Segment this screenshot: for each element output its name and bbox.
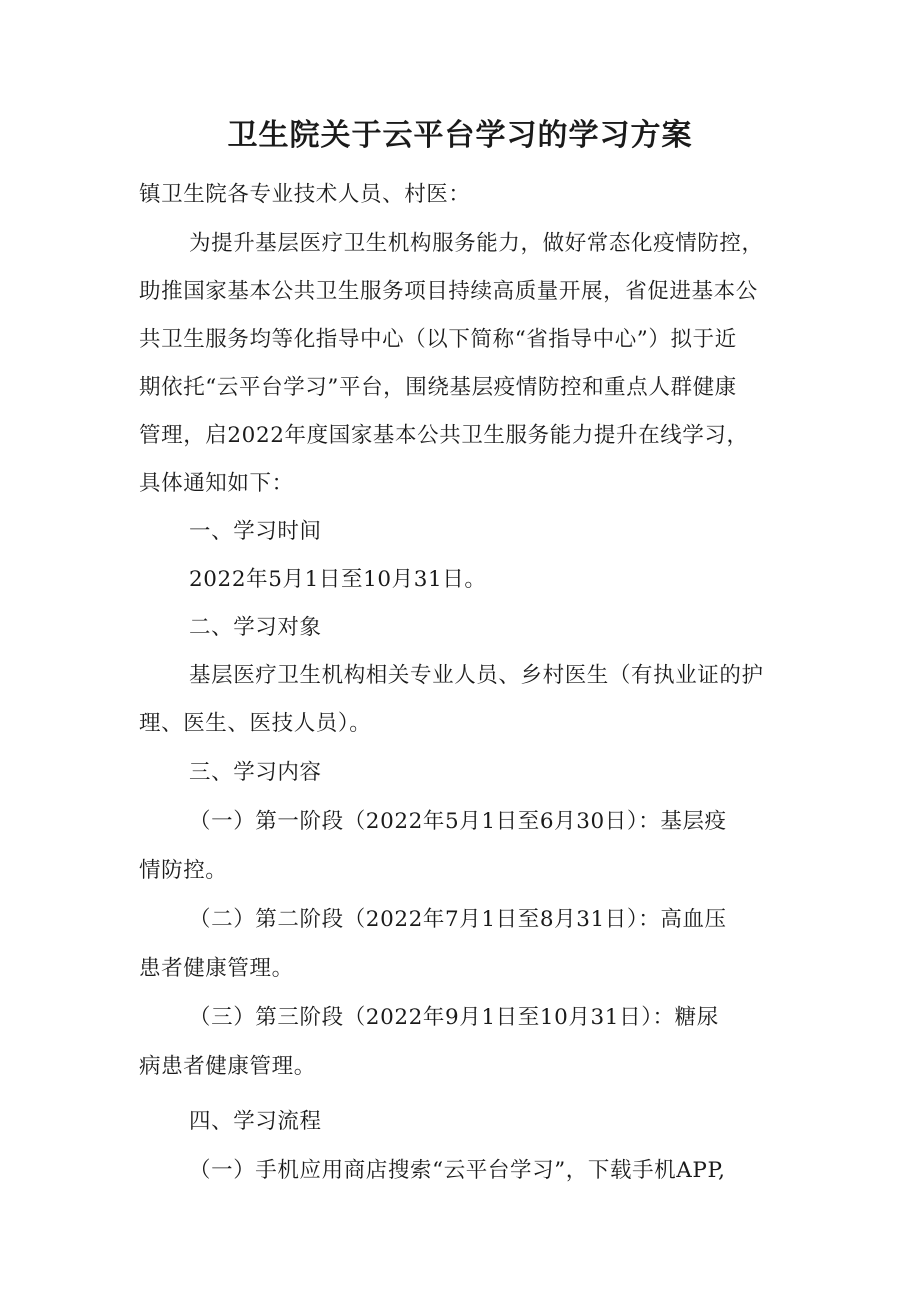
section-body: 基层医疗卫生机构相关专业人员、乡村医生（有执业证的护 [189,663,764,688]
stage-item: （一）第一阶段（2022年5月1日至6月30日）：基层疫 [189,809,727,834]
intro-line: 管理，启2022年度国家基本公共卫生服务能力提升在线学习， [139,423,749,448]
section-body: 理、医生、医技人员）。 [139,711,372,736]
stage-item: （三）第三阶段（2022年9月1日至10月31日）：糖尿 [189,1005,719,1030]
section-heading: 四、学习流程 [189,1109,322,1134]
section-heading: 二、学习对象 [189,615,322,640]
intro-line: 为提升基层医疗卫生机构服务能力，做好常态化疫情防控， [189,231,764,256]
section-body: 2022年5月1日至10月31日。 [189,567,487,592]
stage-item: 患者健康管理。 [139,956,294,981]
section-body: （一）手机应用商店搜索“云平台学习”，下载手机APP, [189,1158,726,1183]
stage-item: 病患者健康管理。 [139,1054,316,1079]
salutation: 镇卫生院各专业技术人员、村医： [139,182,471,207]
section-heading: 一、学习时间 [189,519,322,544]
stage-item: （二）第二阶段（2022年7月1日至8月31日）：高血压 [189,907,727,932]
document-title: 卫生院关于云平台学习的学习方案 [227,118,693,153]
intro-line: 助推国家基本公共卫生服务项目持续高质量开展，省促进基本公 [139,279,758,304]
intro-line: 共卫生服务均等化指导中心（以下简称“省指导中心”）拟于近 [139,327,737,352]
section-heading: 三、学习内容 [189,760,322,785]
intro-line: 具体通知如下： [139,471,294,496]
intro-line: 期依托“云平台学习”平台，围绕基层疫情防控和重点人群健康 [139,375,737,400]
stage-item: 情防控。 [139,858,228,883]
